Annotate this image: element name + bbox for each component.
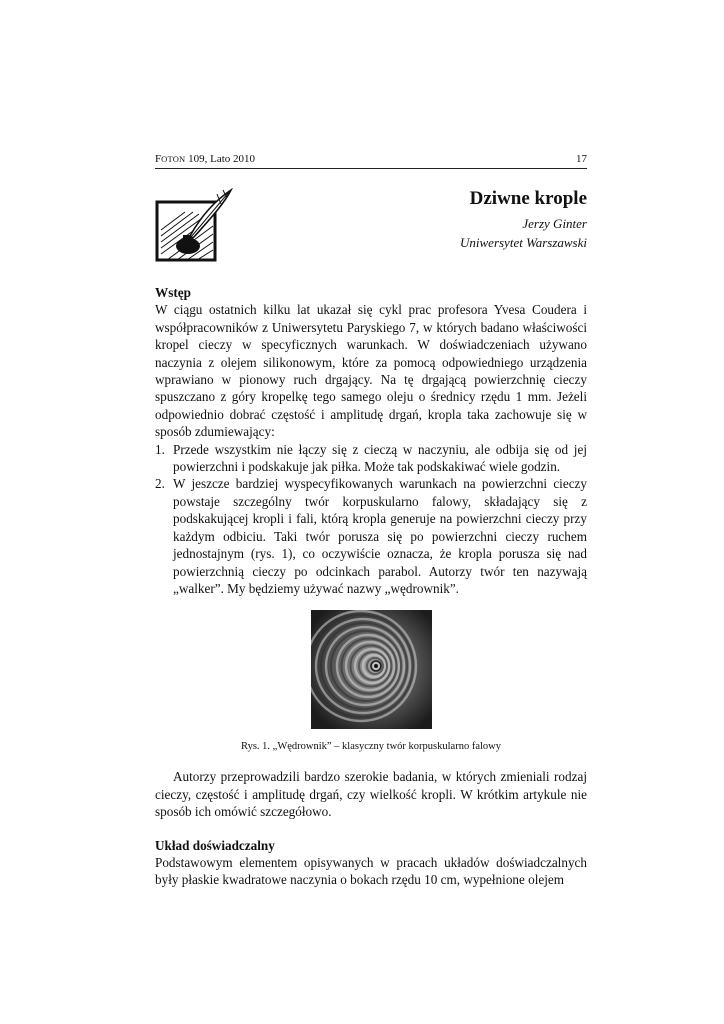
figure-1 — [155, 610, 587, 754]
page-number: 17 — [576, 153, 587, 165]
journal-info — [155, 153, 255, 165]
page-header — [155, 153, 587, 169]
journal-issue: 109, Lato 2010 — [185, 153, 256, 165]
list-item-number: 1. — [155, 441, 165, 457]
author-affiliation: Uniwersytet Warszawski — [460, 235, 587, 250]
author-name: Jerzy Ginter — [522, 216, 587, 231]
list-item-text: Przede wszystkim nie łączy się z cieczą w naczyniu, ale odbija się od jej powierzchni i podskakuje jak piłka. Może tak podskakiwać wiele godzin. — [173, 441, 587, 475]
numbered-list — [155, 441, 587, 598]
article-title: Dziwne krople — [469, 188, 587, 209]
walker-wave-photo — [311, 610, 432, 729]
list-item — [155, 441, 587, 476]
journal-name-rest: OTON — [161, 154, 186, 164]
discussion-paragraph: Autorzy przeprowadzili bardzo szerokie badania, w których zmieniali rodzaj cieczy, częstość i amplitudę drgań, czy wielkość kropli. W krótkim artykule nie sposób ich omówić szczegółowo. — [155, 769, 587, 820]
section-heading-setup: Układ doświadczalny — [155, 837, 275, 853]
inkwell-quill-icon — [155, 188, 235, 263]
journal-name-initial: F — [155, 153, 162, 165]
list-item-number: 2. — [155, 476, 165, 492]
list-item — [155, 475, 587, 597]
section-heading-intro: Wstęp — [155, 285, 191, 300]
figure-caption: Rys. 1. „Wędrownik” – klasyczny twór korpuskularno falowy — [241, 741, 501, 753]
setup-paragraph: Podstawowym elementem opisywanych w pracach układów doświadczalnych były płaskie kwadratowe naczynia o bokach rzędu 10 cm, wypełnione olejem — [155, 854, 587, 888]
intro-paragraph: W ciągu ostatnich kilku lat ukazał się cykl prac profesora Yvesa Coudera i współpracowników z Uniwersytetu Paryskiego 7, w których badano właściwości kropel cieczy w specyficznych warunkach. W doświadczeniach używano naczynia z olejem silikonowym, które za pomocą odpowiedniego urządzenia wprawiano w pionowy ruch drgający. Na tę drgającą powierzchnię cieczy spuszczano z góry kropelkę tego samego oleju o średnicy rzędu 1 mm. Jeżeli odpowiednio dobrać częstość i amplitudę drgań, kropla taka zachowuje się w sposób zdumiewający: — [155, 302, 587, 440]
article-body — [155, 284, 587, 889]
list-item-text: W jeszcze bardziej wyspecyfikowanych warunkach na powierzchni cieczy powstaje szczególny twór korpuskularno falowy, składający się z podskakującej kropli i fali, którą kropla generuje na powierzchni cieczy przy każdym odbiciu. Taki twór porusza się po powierzchni cieczy ruchem jednostajnym (rys. 1), co oczywiście oznacza, że kropla porusza się nad powierzchnią cieczy po odcinkach parabol. Autorzy twór ten nazywają „walker”. My będziemy używać nazwy „wędrownik”. — [173, 476, 587, 596]
